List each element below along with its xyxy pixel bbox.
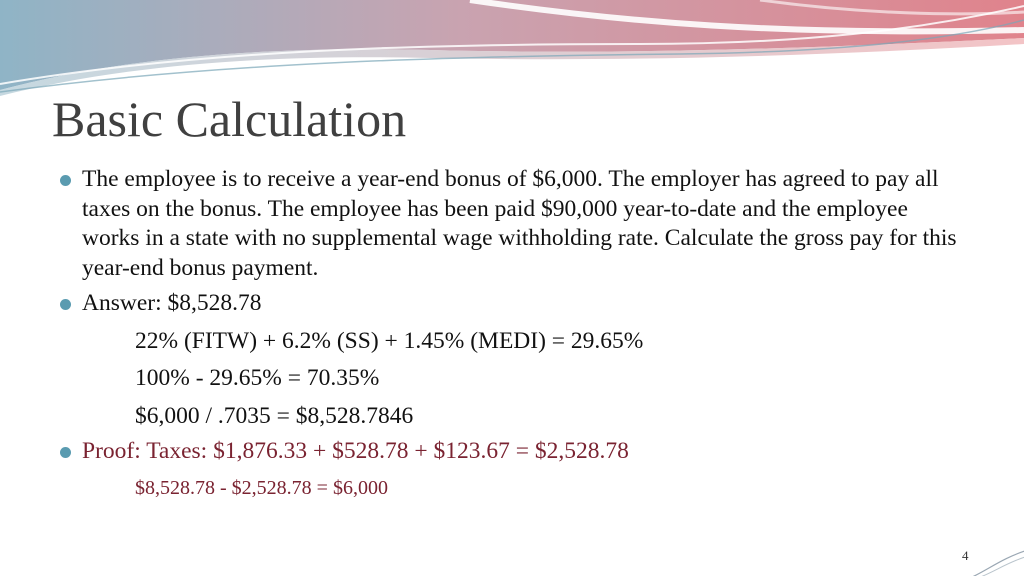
bullet-item-proof bbox=[60, 437, 960, 501]
bullet-item-problem bbox=[60, 165, 960, 283]
answer-line-gross: $6,000 / .7035 = $8,528.7846 bbox=[135, 402, 414, 429]
proof-line-net: $8,528.78 - $2,528.78 = $6,000 bbox=[135, 476, 388, 499]
bullet-item-answer bbox=[60, 289, 960, 431]
answer-line-net: 100% - 29.65% = 70.35% bbox=[135, 365, 380, 391]
problem-text: The employee is to receive a year-end bonus of $6,000. The employer has agreed to pay all taxes on the bonus. The employee has been paid $90,000 year-to-date and the employee works in a state with no supplemental wage withholding rate. Calculate the gross pay for this year-end bonus payment. bbox=[82, 166, 957, 281]
answer-line-rate: 22% (FITW) + 6.2% (SS) + 1.45% (MEDI) = 29.65% bbox=[135, 327, 644, 354]
decorative-banner bbox=[0, 0, 1024, 100]
answer-text: Answer: $8,528.78 bbox=[82, 290, 262, 316]
page-number: 4 bbox=[962, 548, 969, 563]
proof-text: Proof: Taxes: $1,876.33 + $528.78 + $123.67 = $2,528.78 bbox=[82, 438, 629, 464]
corner-decoration bbox=[968, 548, 1024, 576]
slide-title: Basic Calculation bbox=[52, 91, 407, 147]
bullet-list bbox=[60, 165, 960, 501]
